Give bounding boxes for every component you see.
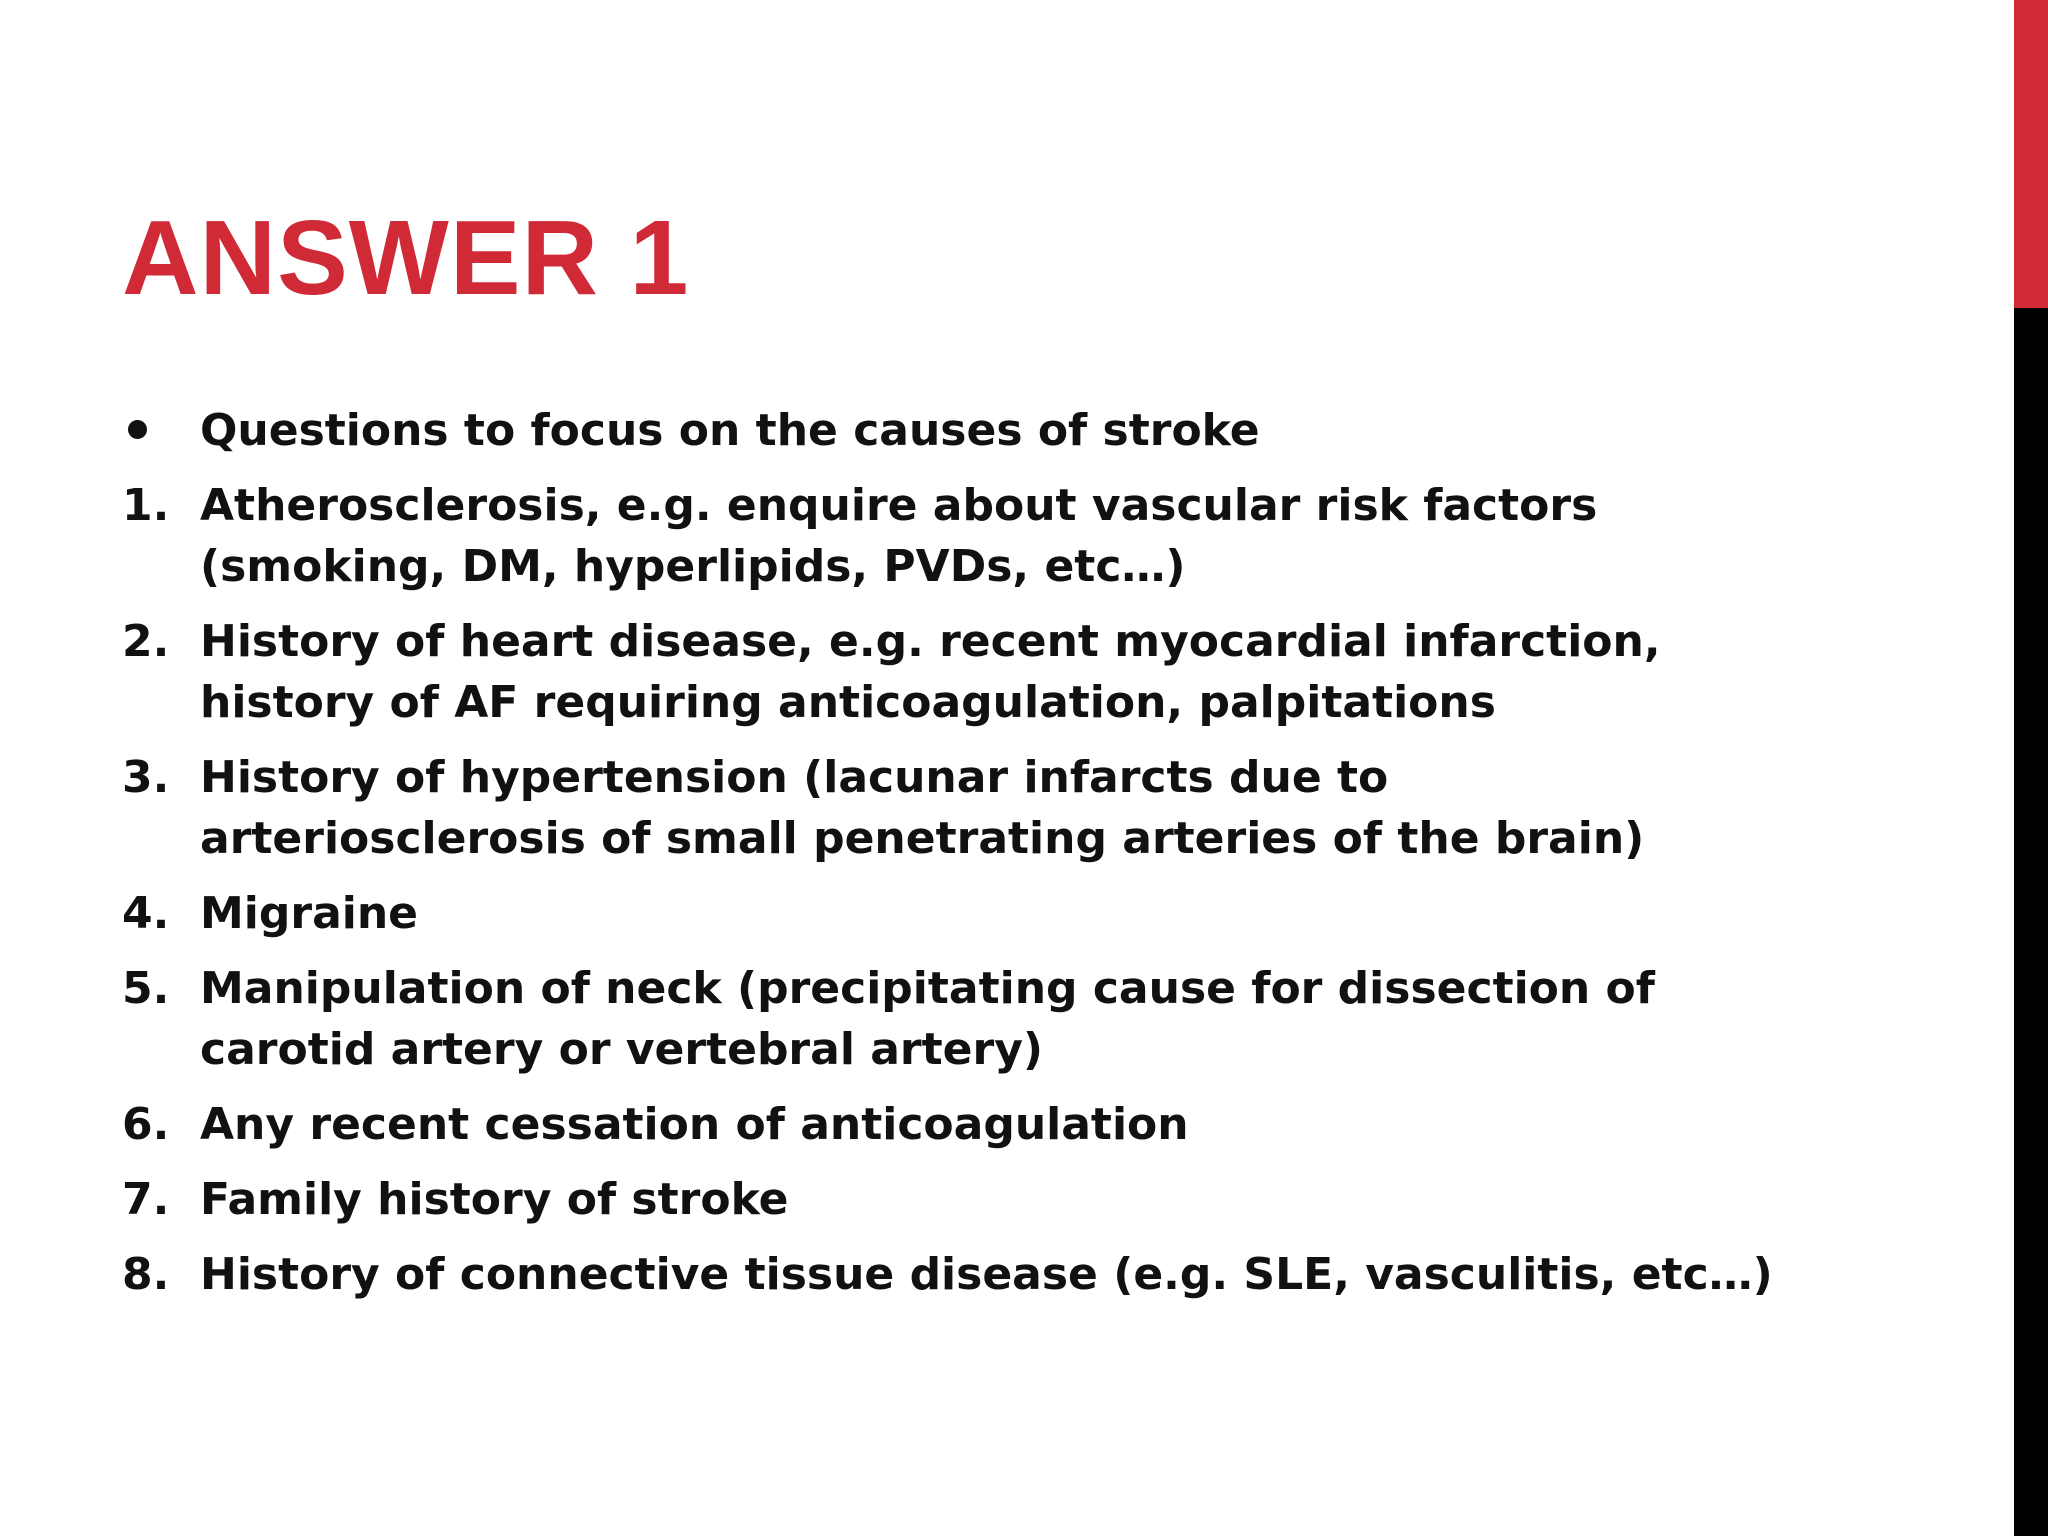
- bullet-dot-icon: [128, 420, 147, 439]
- list-item: [122, 611, 1782, 733]
- list-item-text: History of heart disease, e.g. recent myocardial infarction, history of AF requiring anticoagulation, palpitations: [200, 616, 1661, 728]
- list-item: [122, 1094, 1782, 1155]
- list-item-number: 1.: [122, 480, 170, 531]
- list-item: [122, 1169, 1782, 1230]
- list-item-text: Atherosclerosis, e.g. enquire about vascular risk factors (smoking, DM, hyperlipids, PVDs, etc…): [200, 480, 1598, 592]
- list-item-text: Family history of stroke: [200, 1174, 789, 1225]
- list-item-intro: [122, 400, 1782, 461]
- list-item-number: 5.: [122, 963, 170, 1014]
- slide-title: ANSWER 1: [122, 199, 690, 317]
- list-item: [122, 958, 1782, 1080]
- list-item-number: 8.: [122, 1249, 170, 1300]
- list-item: [122, 747, 1782, 869]
- list-item: [122, 883, 1782, 944]
- list-item: [122, 1244, 1782, 1305]
- list-item: [122, 475, 1782, 597]
- list-item-text: History of hypertension (lacunar infarcts due to arteriosclerosis of small penetrating arteries of the brain): [200, 752, 1645, 864]
- side-bar-accent: [2014, 0, 2048, 308]
- list-item-text: Any recent cessation of anticoagulation: [200, 1099, 1189, 1150]
- list-item-number: 7.: [122, 1174, 170, 1225]
- list-item-text: Migraine: [200, 888, 419, 939]
- list-item-number: 4.: [122, 888, 170, 939]
- answer-list: [122, 400, 1782, 1319]
- list-item-number: 3.: [122, 752, 170, 803]
- list-item-number: 6.: [122, 1099, 170, 1150]
- list-item-text: Manipulation of neck (precipitating cause for dissection of carotid artery or vertebral artery): [200, 963, 1655, 1075]
- list-item-text: History of connective tissue disease (e.g. SLE, vasculitis, etc…): [200, 1249, 1773, 1300]
- list-item-text: Questions to focus on the causes of stroke: [200, 405, 1260, 456]
- list-item-number: 2.: [122, 616, 170, 667]
